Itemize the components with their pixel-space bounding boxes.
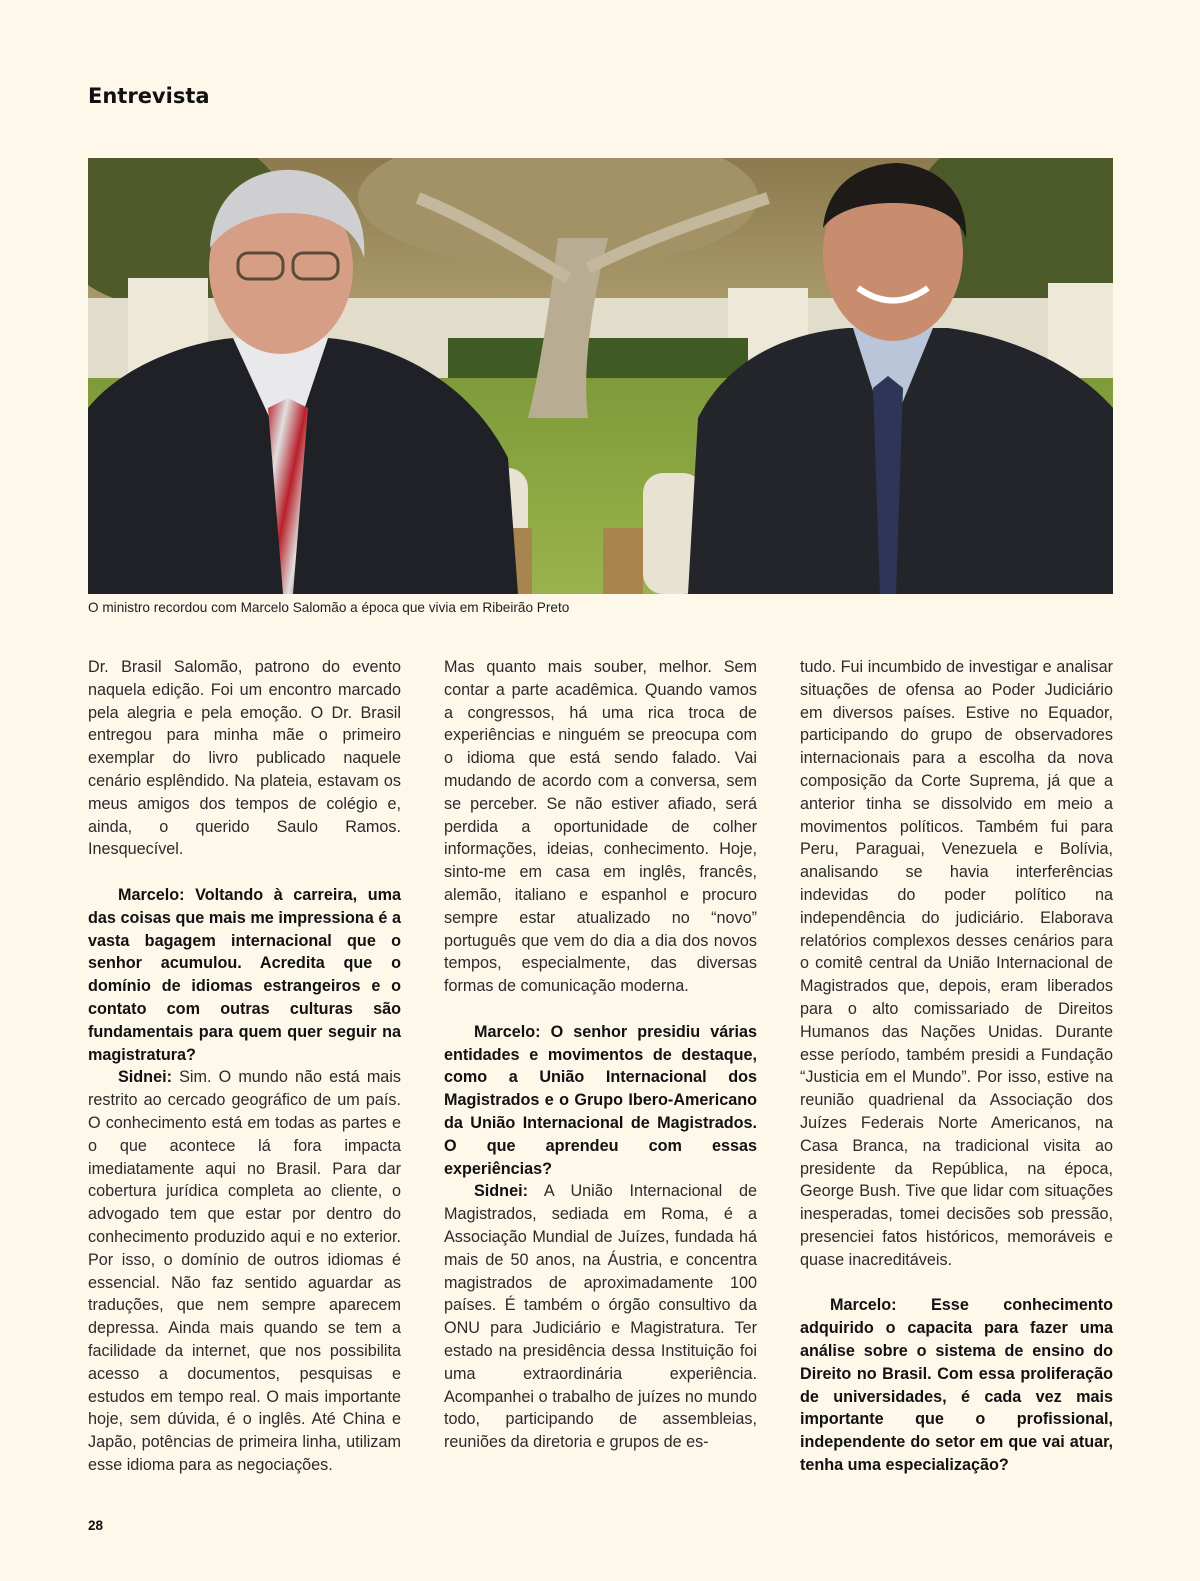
- photo-caption: O ministro recordou com Marcelo Salomão a época que vivia em Ribeirão Preto: [88, 600, 570, 615]
- article-column-1: [88, 656, 401, 1477]
- article-column-2: [444, 656, 757, 1454]
- interview-answer: [88, 1066, 401, 1476]
- interview-photo: [88, 158, 1113, 594]
- speaker-name: Sidnei:: [118, 1068, 172, 1087]
- answer-text: Sim. O mundo não está mais restrito ao cercado geográfico de um país. O conhecimento está em todas as partes e o que acontece lá fora impacta imediatamente aqui no Brasil. Para dar cobertura jurídica completa ao cliente, o advogado tem que estar por dentro do conhecimento produzido aqui e no exterior. Por isso, o domínio de outros idiomas é essencial. Não faz sentido aguardar as traduções, que nem sempre aparecem depressa. Ainda mais quando se tem a facilidade da internet, que nos possibilita acesso a documentos, pesquisas e estudos em tempo real. O mais importante hoje, sem dúvida, é o inglês. Até China e Japão, potências de primeira linha, utilizam esse idioma para as negociações.: [88, 1068, 401, 1474]
- interview-answer: [444, 1180, 757, 1454]
- paragraph: Dr. Brasil Salomão, patrono do evento naquela edição. Foi um encontro marcado pela alegria e pela emoção. O Dr. Brasil entregou para minha mãe o primeiro exemplar do livro publicado naquele cenário esplêndido. Na plateia, estavam os meus amigos dos tempos de colégio e, ainda, o querido Saulo Ramos. Inesquecível.: [88, 658, 401, 859]
- article-column-3: [800, 656, 1113, 1477]
- speaker-name: Sidnei:: [474, 1182, 528, 1201]
- section-title: Entrevista: [88, 84, 210, 108]
- interview-question: Marcelo: Voltando à carreira, uma das coisas que mais me impressiona é a vasta bagagem internacional que o senhor acumulou. Acredita que o domínio de idiomas estrangeiros e o contato com outras culturas são fundamentais para quem quer seguir na magistratura?: [88, 885, 401, 1064]
- paragraph: Mas quanto mais souber, melhor. Sem contar a parte acadêmica. Quando vamos a congressos, há uma rica troca de experiências e ninguém se preocupa com o idioma que está sendo falado. Vai mudando de acordo com a conversa, sem se perceber. Se não estiver afiado, será perdida a oportunidade de colher informações, ideias, conhecimento. Hoje, sinto-me em casa em inglês, francês, alemão, italiano e espanhol e procuro sempre estar atualizado no “novo” português que vem do dia a dia dos novos tempos, especialmente, das diversas formas de comunicação moderna.: [444, 658, 757, 996]
- interview-question: Marcelo: O senhor presidiu várias entidades e movimentos de destaque, como a União Internacional dos Magistrados e o Grupo Ibero-Americano da União Internacional de Magistrados. O que aprendeu com essas experiências?: [444, 1022, 757, 1178]
- page-number: 28: [88, 1518, 104, 1533]
- paragraph: tudo. Fui incumbido de investigar e analisar situações de ofensa ao Poder Judiciário em diversos países. Estive no Equador, participando do grupo de observadores internacionais para a escolha da nova composição da Corte Suprema, já que a anterior tinha se dissolvido em meio a movimentos políticos. Também fui para Peru, Paraguai, Venezuela e Bolívia, analisando se havia interferências indevidas do poder político na independência do judiciário. Elaborava relatórios complexos desses cenários para o comitê central da União Internacional de Magistrados que, depois, eram liberados para o alto comissariado de Direitos Humanos das Nações Unidas. Durante esse período, também presidi a Fundação “Justicia em el Mundo”. Por isso, estive na reunião quadrienal da Associação dos Juízes Federais Norte Americanos, na Casa Branca, na tradicional visita ao presidente da República, na época, George Bush. Tive que lidar com situações inesperadas, tomei decisões sob pressão, presenciei fatos históricos, memoráveis e quase inacreditáveis.: [800, 658, 1113, 1269]
- interview-question: Marcelo: Esse conhecimento adquirido o capacita para fazer uma análise sobre o sistema de ensino do Direito no Brasil. Com essa proliferação de universidades, é cada vez mais importante que o profissional, independente do setor em que vai atuar, tenha uma especialização?: [800, 1296, 1113, 1474]
- answer-text: A União Internacional de Magistrados, sediada em Roma, é a Associação Mundial de Juízes, fundada há mais de 50 anos, na Áustria, e concentra magistrados de aproximadamente 100 países. É também o órgão consultivo da ONU para Judiciário e Magistratura. Ter estado na presidência dessa Instituição foi uma extraordinária experiência. Acompanhei o trabalho de juízes no mundo todo, participando de assembleias, reuniões da diretoria e grupos de es-: [444, 1182, 757, 1452]
